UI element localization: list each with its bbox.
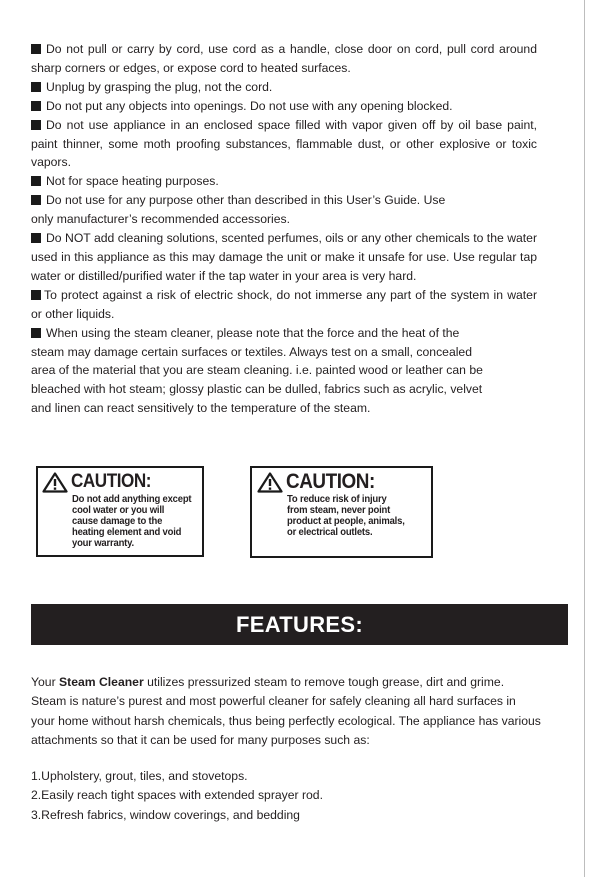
- bullet-square-icon: [31, 101, 41, 111]
- features-heading: FEATURES:: [31, 604, 568, 645]
- list-item: 2.Easily reach tight spaces with extended sprayer rod.: [31, 788, 323, 803]
- bullet-square-icon: [31, 328, 41, 338]
- caution-text: To reduce risk of injury from steam, never point product at people, animals, or electrical outlets.: [287, 494, 405, 539]
- safety-line: area of the material that you are steam cleaning. i.e. painted wood or leather can be: [31, 363, 483, 378]
- list-item: 3.Refresh fabrics, window coverings, and bedding: [31, 807, 300, 822]
- caution-header: [42, 472, 202, 493]
- safety-item: Not for space heating purposes.: [31, 172, 537, 191]
- safety-item: Do not put any objects into openings. Do not use with any opening blocked.: [31, 97, 537, 116]
- caution-title: CAUTION:: [286, 470, 375, 493]
- caution-box-steam: [250, 466, 433, 558]
- bullet-square-icon: [31, 120, 41, 130]
- list-item: 1.Upholstery, grout, tiles, and stovetops.: [31, 769, 248, 783]
- bullet-square-icon: [31, 233, 41, 243]
- safety-item: When using the steam cleaner, please note that the force and the heat of the: [31, 324, 537, 343]
- page-edge-line: [584, 0, 585, 877]
- features-list: [31, 767, 541, 825]
- safety-instructions: [31, 40, 537, 418]
- bullet-square-icon: [31, 176, 41, 186]
- caution-box-water: [36, 466, 204, 557]
- safety-item: Do NOT add cleaning solutions, scented perfumes, oils or any other chemicals to the water used in this appliance as this may damage the unit or make it unsafe for use. Use regular tap water or distilled/purified water if the tap water in your area is very hard.: [31, 231, 537, 283]
- safety-line: steam may damage certain surfaces or textiles. Always test on a small, concealed: [31, 344, 472, 359]
- caution-header: [257, 472, 431, 493]
- bullet-square-icon: [31, 82, 41, 92]
- bullet-square-icon: [31, 44, 41, 54]
- caution-text: Do not add anything except cool water or you will cause damage to the heating element and void your warranty.: [72, 494, 192, 550]
- caution-title: CAUTION:: [71, 471, 152, 492]
- safety-item: Do not pull or carry by cord, use cord as a handle, close door on cord, pull cord around sharp corners or edges, or expose cord to heated surfaces.: [31, 42, 537, 75]
- warning-triangle-icon: [42, 472, 68, 493]
- safety-item: To protect against a risk of electric shock, do not immerse any part of the system in water or other liquids.: [31, 287, 537, 321]
- safety-item: Do not use appliance in an enclosed space filled with vapor given off by oil base paint, paint thinner, some moth proofing substances, flammable dust, or other explosive or toxic vapors.: [31, 117, 537, 170]
- warning-triangle-icon: [257, 472, 283, 493]
- safety-line: bleached with hot steam; glossy plastic can be dulled, fabrics such as acrylic, velvet: [31, 382, 483, 397]
- bullet-square-icon: [31, 290, 41, 300]
- features-intro: Your Steam Cleaner utilizes pressurized steam to remove tough grease, dirt and grime. Steam is nature’s purest and most powerful cleaner for safely cleaning all hard surfaces in your home without harsh chemicals, thus being perfectly ecological. The appliance has various attachments so that it can be used for many purposes such as:: [31, 675, 541, 748]
- bullet-square-icon: [31, 195, 41, 205]
- safety-item: Do not use for any purpose other than described in this User’s Guide. Use: [31, 191, 537, 210]
- safety-item: Unplug by grasping the plug, not the cord.: [31, 78, 537, 97]
- product-name: Steam Cleaner: [59, 675, 144, 689]
- safety-line: and linen can react sensitively to the temperature of the steam.: [31, 401, 371, 416]
- safety-line: only manufacturer’s recommended accessories.: [31, 212, 290, 227]
